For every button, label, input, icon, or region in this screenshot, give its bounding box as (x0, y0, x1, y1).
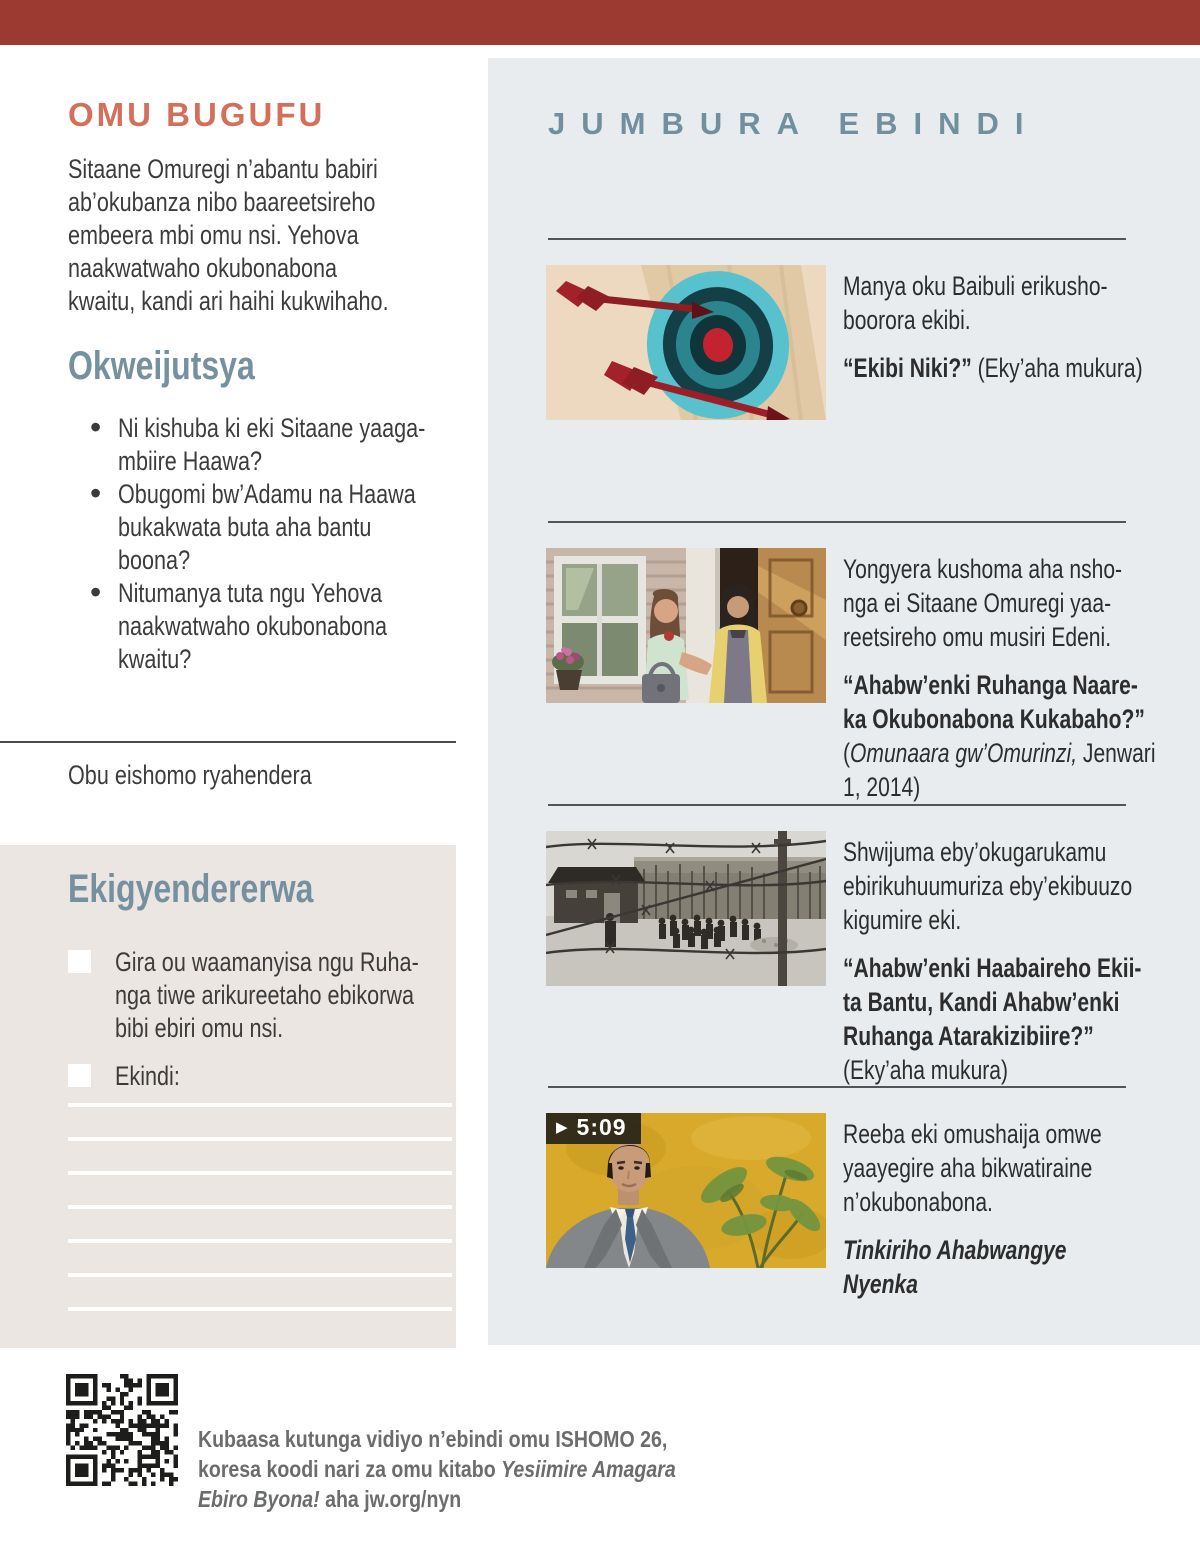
goal-checkbox[interactable] (68, 1064, 91, 1087)
explore-item-4 (548, 1086, 1126, 1301)
prison-camp-image[interactable] (546, 831, 826, 986)
goal-item-text: Gira ou waamanyisa ngu Ruha- nga tiwe arikureetaho ebikorwa bibi ebiri omu nsi. (115, 947, 419, 1043)
bullet-icon: • (90, 409, 102, 445)
video-duration: 5:09 (576, 1114, 627, 1140)
lesson-completed-label: Obu eishomo ryahendera (68, 760, 312, 790)
review-question (68, 574, 548, 676)
lesson-completed-rule (0, 741, 456, 743)
review-question-text: Ni kishuba ki eki Sitaane yaaga- mbiire Haawa? (118, 413, 426, 476)
writing-line (68, 1137, 452, 1141)
review-question (68, 475, 548, 577)
explore-item-text (843, 269, 1143, 385)
explore-panel (488, 58, 1200, 1345)
play-icon: ▶ (556, 1119, 568, 1136)
item-description: Yongyera kushoma aha nsho- nga ei Sitaane Omuregi yaa- reetsireho omu musiri Edeni. (843, 554, 1123, 652)
review-question-text: Obugomi bw’Adamu na Haawa bukakwata buta aha bantu boona? (118, 479, 416, 575)
writing-line (68, 1103, 452, 1107)
door-conversation-image[interactable] (546, 548, 826, 703)
writing-line (68, 1239, 452, 1243)
summary-paragraph: Sitaane Omuregi n’abantu babiri ab’okubanza nibo baareetsireho embeera mbi omu nsi. Yehova naakwatwaho okubonabona kwaitu, kandi ari haihi kukwihaho. (68, 154, 389, 316)
review-question-list (68, 409, 548, 676)
video-thumbnail[interactable] (546, 1113, 826, 1268)
goal-checkbox[interactable] (68, 950, 91, 973)
explore-item-text (843, 835, 1141, 1087)
explore-item-1 (548, 238, 1143, 420)
footer-note: Kubaasa kutunga vidiyo n’ebindi omu ISHOMO 26, koresa koodi nari za omu kitabo Yesiimire Amagara Ebiro Byona! aha jw.org/nyn (198, 1426, 676, 1512)
item-title: “Ekibi Niki?” (Eky’aha mukura) (843, 353, 1143, 383)
explore-heading: JUMBURA EBINDI (548, 106, 1040, 141)
item-description: Shwijuma eby’okugarukamu ebirikuhuumuriza eby’ekibuuzo kigumire eki. (843, 837, 1133, 935)
bullet-icon: • (90, 475, 102, 511)
explore-item-text (843, 1117, 1102, 1301)
explore-item-2 (548, 521, 1156, 804)
review-question-text: Nitumanya tuta ngu Yehova naakwatwaho okubonabona kwaitu? (118, 578, 388, 674)
writing-line (68, 1307, 452, 1311)
prison-camp-illustration (546, 831, 826, 986)
explore-item-text (843, 552, 1156, 804)
item-title: Tinkiriho Ahabwangye Nyenka (843, 1235, 1067, 1299)
explore-item-3 (548, 804, 1142, 1087)
archery-target-image[interactable] (546, 265, 826, 420)
writing-line (68, 1171, 452, 1175)
item-title: “Ahabw’enki Ruhanga Naare- ka Okubonabona Kukabaho?” (Omunaara gw’Omurinzi, Jenwari 1, 2014) (843, 670, 1156, 802)
item-description: Reeba eki omushaija omwe yaayegire aha bikwatiraine n’okubonabona. (843, 1119, 1102, 1217)
video-duration-badge (546, 1113, 641, 1144)
goal-box (0, 845, 456, 1348)
review-question (68, 409, 548, 478)
door-conversation-illustration (546, 548, 826, 703)
bullet-icon: • (90, 574, 102, 610)
goal-heading: Ekigyendererwa (68, 867, 314, 911)
qr-code[interactable] (66, 1374, 178, 1486)
archery-target-illustration (546, 265, 826, 420)
writing-line (68, 1273, 452, 1277)
item-title: “Ahabw’enki Haabaireho Ekii- ta Bantu, Kandi Ahabw’enki Ruhanga Atarakizibiire?” (Eky’aha mukura) (843, 953, 1142, 1085)
item-description: Manya oku Baibuli erikusho- boorora ekibi. (843, 271, 1108, 335)
writing-line (68, 1205, 452, 1209)
review-heading: Okweijutsya (68, 344, 255, 388)
goal-item-text: Ekindi: (115, 1061, 180, 1091)
top-accent-bar (0, 0, 1200, 45)
summary-heading: OMU BUGUFU (68, 96, 326, 133)
